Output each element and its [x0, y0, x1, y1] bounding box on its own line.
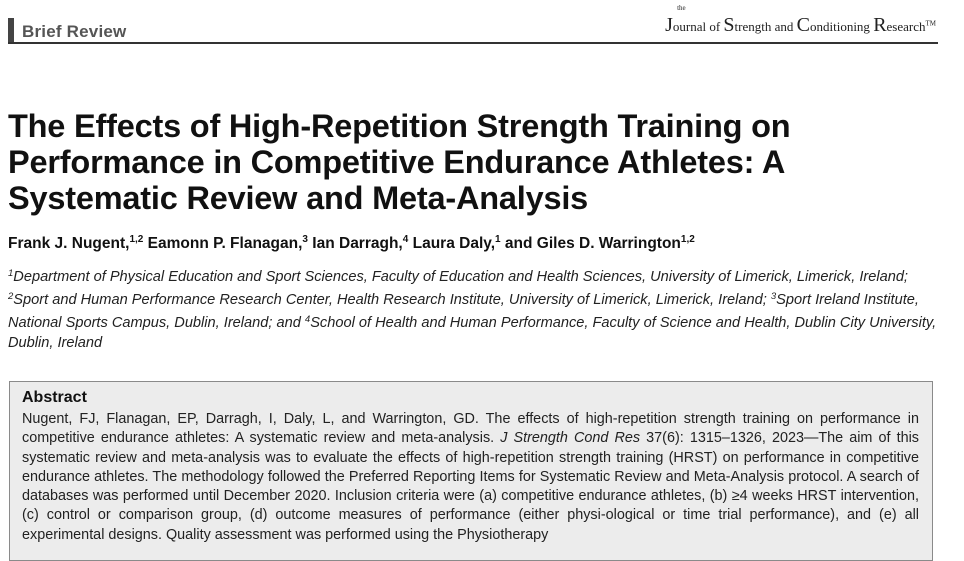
- author-affiliation-mark: 1: [495, 234, 501, 245]
- author-affiliation-mark: 1,2: [680, 234, 695, 245]
- author-affiliation-mark: 3: [302, 234, 308, 245]
- affiliation-text: Department of Physical Education and Sport Sciences, Faculty of Education and Health Sciences, University of Limerick, Limerick, Ireland;: [13, 269, 908, 285]
- author-affiliation-mark: 4: [402, 234, 409, 245]
- author-list: [8, 234, 953, 253]
- affiliations: [8, 264, 943, 353]
- affiliation-mark: 2: [8, 291, 14, 302]
- section-tag: [8, 18, 148, 44]
- affiliation-mark: 1: [8, 268, 14, 279]
- section-tag-label: Brief Review: [22, 22, 127, 41]
- author-name: Ian Darragh,: [312, 235, 403, 252]
- abstract-citation-prefix: Nugent, FJ, Flanagan, EP, Darragh, I, Daly, L, and Warrington, GD. The effects of high-repetition strength training on performance in competitive endurance athletes: A systematic review and meta-analysis.: [22, 411, 919, 447]
- journal-logo-name: Journal of Strength and Conditioning Research™: [665, 14, 936, 36]
- header-rule: [8, 42, 938, 44]
- abstract-body: [22, 410, 919, 545]
- abstract-citation-journal: J Strength Cond Res: [500, 430, 641, 447]
- journal-logo: [665, 4, 936, 37]
- author-name: Frank J. Nugent,: [8, 235, 130, 252]
- author-name: and Giles D. Warrington: [504, 235, 681, 252]
- author-name: Eamonn P. Flanagan,: [147, 235, 303, 252]
- affiliation-mark: 3: [770, 291, 777, 302]
- journal-logo-the: the: [677, 4, 686, 12]
- affiliation-mark: 4: [304, 314, 311, 325]
- affiliation-text: Sport and Human Performance Research Center, Health Research Institute, University of Limerick, Limerick, Ireland;: [13, 292, 771, 308]
- abstract-text: 37(6): 1315–1326, 2023—The aim of this systematic review and meta-analysis was to evaluate the effects of high-repetition strength training (HRST) on performance in competitive endurance athletes. The methodology followed the Preferred Reporting Items for Systematic Review and Meta-Analysis protocol. A search of databases was performed until December 2020. Inclusion criteria were (a) competitive endurance athletes, (b) ≥4 weeks HRST intervention, (c) control or comparison group, (d) outcome measures of performance (either physi-ological or time trial performance), and (e) all experimental designs. Quality assessment was performed using the Physiotherapy: [22, 430, 919, 543]
- author-affiliation-mark: 1,2: [129, 234, 144, 245]
- abstract-heading: Abstract: [22, 389, 87, 406]
- affiliation-text: School of Health and Human Performance, Faculty of Science and Health, Dublin City University, Dublin, Ireland: [8, 315, 937, 351]
- author-name: Laura Daly,: [412, 235, 496, 252]
- affiliation-text: Sport Ireland Institute, National Sports Campus, Dublin, Ireland; and: [8, 292, 919, 331]
- article-title: The Effects of High-Repetition Strength Training on Performance in Competitive Endurance Athletes: A Systematic Review and Meta-Analysis: [8, 108, 791, 216]
